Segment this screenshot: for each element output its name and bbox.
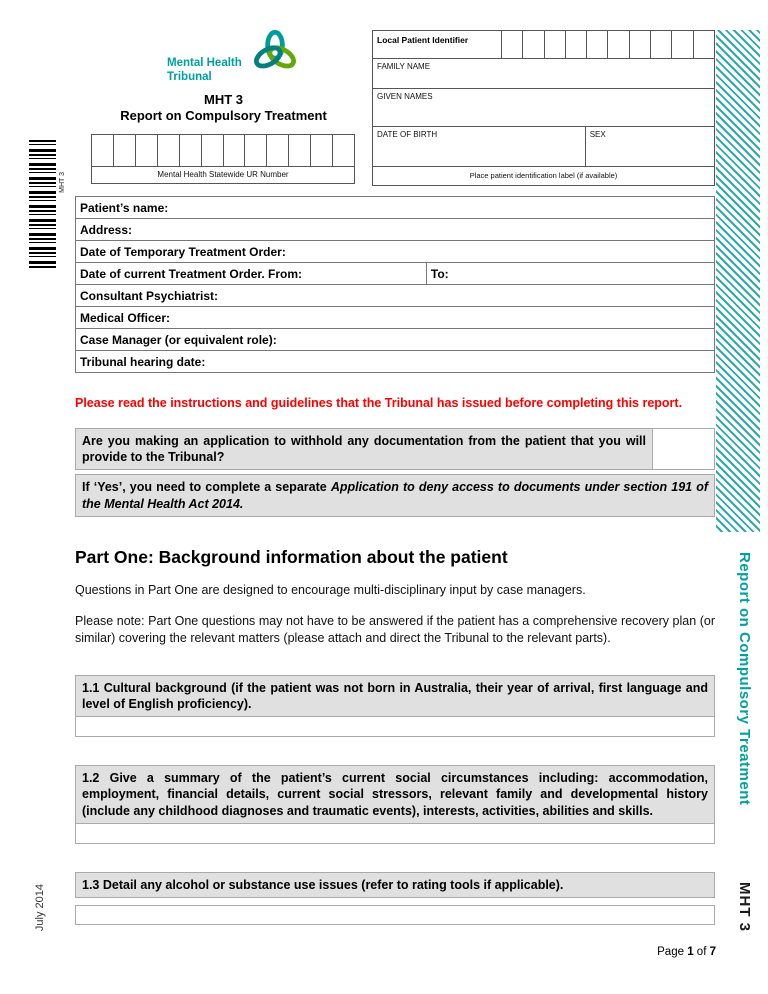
ur-number-caption: Mental Health Statewide UR Number [157, 170, 289, 179]
row-label-to: To: [430, 266, 449, 281]
tribunal-logo-text [167, 56, 242, 85]
logo-line-2: Tribunal [167, 71, 212, 84]
row-label: Address: [80, 222, 133, 237]
table-row-patient-name [76, 197, 714, 219]
question-1-1-text: 1.1 Cultural background (if the patient was not born in Australia, their year of arrival, first language and level of English proficiency). [75, 675, 715, 718]
row-value-area[interactable] [168, 197, 714, 218]
form-version-date: July 2014 [34, 884, 46, 932]
table-row-medical-officer [76, 307, 714, 329]
identifier-cell[interactable] [650, 31, 671, 58]
table-row-case-manager [76, 329, 714, 351]
question-1-3-answer-box[interactable] [75, 905, 715, 925]
question-block-1-1 [75, 675, 715, 738]
family-name-field[interactable] [373, 59, 714, 89]
side-report-title-vertical: Report on Compulsory Treatment [736, 552, 753, 806]
question-1-3-text: 1.3 Detail any alcohol or substance use issues (refer to rating tools if applicable). [75, 872, 715, 898]
place-label-row [373, 167, 714, 183]
ur-digit-cell[interactable] [136, 135, 158, 166]
part-one-intro-1: Questions in Part One are designed to encourage multi-disciplinary input by case managers. [75, 582, 586, 597]
sex-label: SEX [589, 130, 606, 139]
ur-number-box [91, 134, 355, 184]
identifier-cell[interactable] [693, 31, 714, 58]
row-label: Case Manager (or equivalent role): [80, 332, 277, 347]
patient-id-label-box [372, 30, 715, 186]
content-column [75, 30, 715, 925]
question-1-2-text: 1.2 Give a summary of the patient’s current social circumstances including: accommodation, employment, financial details, current social stressors, relevant family and developmental history (include any childhood diagnoses and traumatic events), interests, activities, abilities and skills. [75, 765, 715, 824]
question-block-1-2 [75, 765, 715, 844]
family-name-label: FAMILY NAME [377, 62, 431, 71]
diagonal-stripe-band [716, 30, 760, 532]
table-row-address [76, 219, 714, 241]
form-title: Report on Compulsory Treatment [120, 108, 327, 123]
ur-digit-cell[interactable] [158, 135, 180, 166]
table-row-tribunal-hearing-date [76, 351, 714, 373]
withhold-note-italic: Application to deny access to documents under section 191 of the Mental Health Act 2014. [82, 480, 709, 511]
date-of-birth-label: DATE OF BIRTH [377, 130, 438, 139]
header-left-block [75, 30, 372, 186]
form-header [75, 30, 715, 186]
place-label-note: Place patient identification label (if available) [469, 170, 618, 180]
current-order-from-cell [76, 263, 427, 284]
question-block-1-3 [75, 872, 715, 925]
local-patient-identifier-label: Local Patient Identifier [377, 35, 469, 45]
page-footer [657, 946, 716, 958]
withhold-question-text: Are you making an application to withhold any documentation from the patient that you will provide to the Tribunal? [76, 429, 652, 470]
part-one-intro-2: Please note: Part One questions may not have to be answered if the patient has a comprehensive recovery plan (or similar) covering the relevant matters (please attach and direct the Tribunal to the relevant parts). [75, 613, 715, 645]
row-label: Medical Officer: [80, 310, 171, 325]
given-names-label: GIVEN NAMES [377, 92, 433, 101]
footer-page-number: 1 [687, 946, 694, 958]
current-order-to-cell [427, 263, 714, 284]
row-label: Tribunal hearing date: [80, 354, 206, 369]
question-1-2-answer-box[interactable] [75, 824, 715, 844]
row-value-area[interactable] [170, 307, 714, 328]
row-value-area[interactable] [132, 219, 714, 240]
row-value-area[interactable] [302, 263, 426, 284]
identifier-cell[interactable] [501, 31, 522, 58]
identifier-cell[interactable] [565, 31, 586, 58]
withhold-question-row [75, 428, 715, 471]
ur-digit-cell[interactable] [289, 135, 311, 166]
local-patient-identifier-cells [501, 31, 714, 58]
question-1-1-answer-box[interactable] [75, 717, 715, 737]
ur-digit-cell[interactable] [245, 135, 267, 166]
date-of-birth-field[interactable] [373, 127, 586, 166]
row-label: Date of current Treatment Order. From: [80, 266, 303, 281]
barcode-label: MHT 3 [59, 172, 66, 193]
identifier-cell[interactable] [671, 31, 692, 58]
withhold-note-prefix: If ‘Yes’, you need to complete a separate [82, 480, 331, 495]
withhold-note [75, 474, 715, 517]
identifier-cell[interactable] [607, 31, 628, 58]
instructions-notice: Please read the instructions and guidelines that the Tribunal has issued before completing this report. [75, 396, 683, 410]
given-names-field[interactable] [373, 89, 714, 127]
ur-digit-cell[interactable] [333, 135, 354, 166]
withhold-answer-box[interactable] [652, 429, 714, 470]
table-row-current-order-dates [76, 263, 714, 285]
row-value-area[interactable] [286, 241, 714, 262]
form-code: MHT 3 [204, 92, 243, 107]
row-value-area[interactable] [218, 285, 714, 306]
identifier-cell[interactable] [544, 31, 565, 58]
identifier-cell[interactable] [629, 31, 650, 58]
row-label: Patient’s name: [80, 200, 169, 215]
row-value-area[interactable] [449, 263, 714, 284]
row-value-area[interactable] [277, 329, 714, 350]
barcode [29, 140, 56, 268]
ur-digit-cell[interactable] [92, 135, 114, 166]
ur-digit-cell[interactable] [311, 135, 333, 166]
dob-sex-row [373, 127, 714, 167]
row-label: Date of Temporary Treatment Order: [80, 244, 286, 259]
identifier-cell[interactable] [522, 31, 543, 58]
patient-details-table [75, 196, 715, 373]
ur-digit-cell[interactable] [202, 135, 224, 166]
row-label: Consultant Psychiatrist: [80, 288, 219, 303]
ur-digit-cell[interactable] [114, 135, 136, 166]
tribunal-logo-icon [249, 28, 301, 78]
ur-digit-cell[interactable] [267, 135, 289, 166]
table-row-temporary-order-date [76, 241, 714, 263]
identifier-cell[interactable] [586, 31, 607, 58]
sex-field[interactable] [586, 127, 714, 166]
footer-page-word: Page [657, 946, 684, 958]
row-value-area[interactable] [205, 351, 714, 372]
logo-line-1: Mental Health [167, 57, 242, 69]
local-patient-identifier-row [373, 31, 714, 59]
ur-number-cells [92, 135, 354, 167]
part-one-heading: Part One: Background information about the patient [75, 546, 508, 567]
footer-of-word: of [696, 946, 707, 958]
table-row-consultant-psychiatrist [76, 285, 714, 307]
ur-digit-cell[interactable] [224, 135, 246, 166]
side-form-code-vertical: MHT 3 [736, 882, 753, 932]
footer-total-pages: 7 [709, 946, 716, 958]
ur-digit-cell[interactable] [180, 135, 202, 166]
